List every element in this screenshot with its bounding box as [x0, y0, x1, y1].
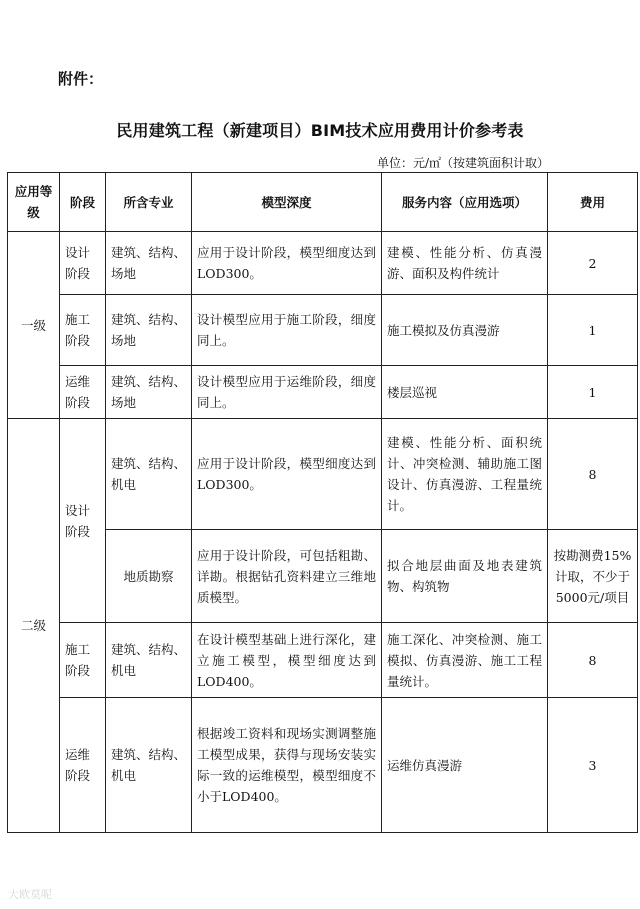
fee-cell: 3: [548, 698, 638, 833]
header-services: 服务内容（应用选项）: [382, 173, 548, 232]
document-title: 民用建筑工程（新建项目）BIM技术应用费用计价参考表: [116, 121, 524, 140]
fee-cell: 2: [548, 232, 638, 295]
model-depth-cell: 根据竣工资料和现场实测调整施工模型成果，获得与现场安装实际一致的运维模型，模型细度不小于LOD400。: [192, 698, 382, 833]
header-fee: 费用: [548, 173, 638, 232]
disciplines-cell: 建筑、结构、场地: [106, 232, 192, 295]
model-depth-cell: 设计模型应用于运维阶段，细度同上。: [192, 366, 382, 419]
table-row: [8, 232, 638, 295]
table-row: [8, 623, 638, 698]
level-cell: 二级: [8, 419, 60, 833]
model-depth-cell: 应用于设计阶段，模型细度达到LOD300。: [192, 232, 382, 295]
services-cell: 建模、性能分析、仿真漫游、面积及构件统计: [382, 232, 548, 295]
disciplines-cell: 建筑、结构、机电: [106, 419, 192, 530]
disciplines-cell: 建筑、结构、机电: [106, 698, 192, 833]
fee-cell: 1: [548, 366, 638, 419]
services-cell: 施工深化、冲突检测、施工模拟、仿真漫游、施工工程量统计。: [382, 623, 548, 698]
fee-cell: 按勘测费15%计取，不少于5000元/项目: [548, 530, 638, 623]
stage-cell: 设计阶段: [60, 232, 106, 295]
model-depth-cell: 在设计模型基础上进行深化，建立施工模型，模型细度达到LOD400。: [192, 623, 382, 698]
disciplines-cell: 建筑、结构、场地: [106, 366, 192, 419]
header-disciplines: 所含专业: [106, 173, 192, 232]
stage-cell: 运维阶段: [60, 698, 106, 833]
model-depth-cell: 应用于设计阶段，模型细度达到LOD300。: [192, 419, 382, 530]
stage-cell: 运维阶段: [60, 366, 106, 419]
services-cell: 楼层巡视: [382, 366, 548, 419]
services-cell: 运维仿真漫游: [382, 698, 548, 833]
disciplines-cell: 建筑、结构、场地: [106, 295, 192, 366]
model-depth-cell: 应用于设计阶段，可包括粗勘、详勘。根据钻孔资料建立三维地质模型。: [192, 530, 382, 623]
fee-table: [7, 172, 638, 833]
unit-note: 单位：元/㎡（按建筑面积计取）: [377, 156, 550, 170]
services-cell: 建模、性能分析、面积统计、冲突检测、辅助施工图设计、仿真漫游、工程量统计。: [382, 419, 548, 530]
table-row: [8, 419, 638, 530]
model-depth-cell: 设计模型应用于施工阶段，细度同上。: [192, 295, 382, 366]
watermark: 大欧莫呢: [8, 888, 52, 901]
header-stage: 阶段: [60, 173, 106, 232]
disciplines-cell: 建筑、结构、机电: [106, 623, 192, 698]
header-row: [8, 173, 638, 232]
fee-cell: 8: [548, 419, 638, 530]
level-cell: 一级: [8, 232, 60, 419]
services-cell: 施工模拟及仿真漫游: [382, 295, 548, 366]
header-level: 应用等级: [8, 173, 60, 232]
stage-cell: 施工阶段: [60, 295, 106, 366]
stage-cell: 设计阶段: [60, 419, 106, 623]
table-row: [8, 366, 638, 419]
services-cell: 拟合地层曲面及地表建筑物、构筑物: [382, 530, 548, 623]
table-row: [8, 698, 638, 833]
header-model-depth: 模型深度: [192, 173, 382, 232]
fee-cell: 8: [548, 623, 638, 698]
stage-cell: 施工阶段: [60, 623, 106, 698]
disciplines-cell: 地质勘察: [106, 530, 192, 623]
table-row: [8, 295, 638, 366]
attachment-label: 附件：: [58, 70, 104, 88]
fee-cell: 1: [548, 295, 638, 366]
